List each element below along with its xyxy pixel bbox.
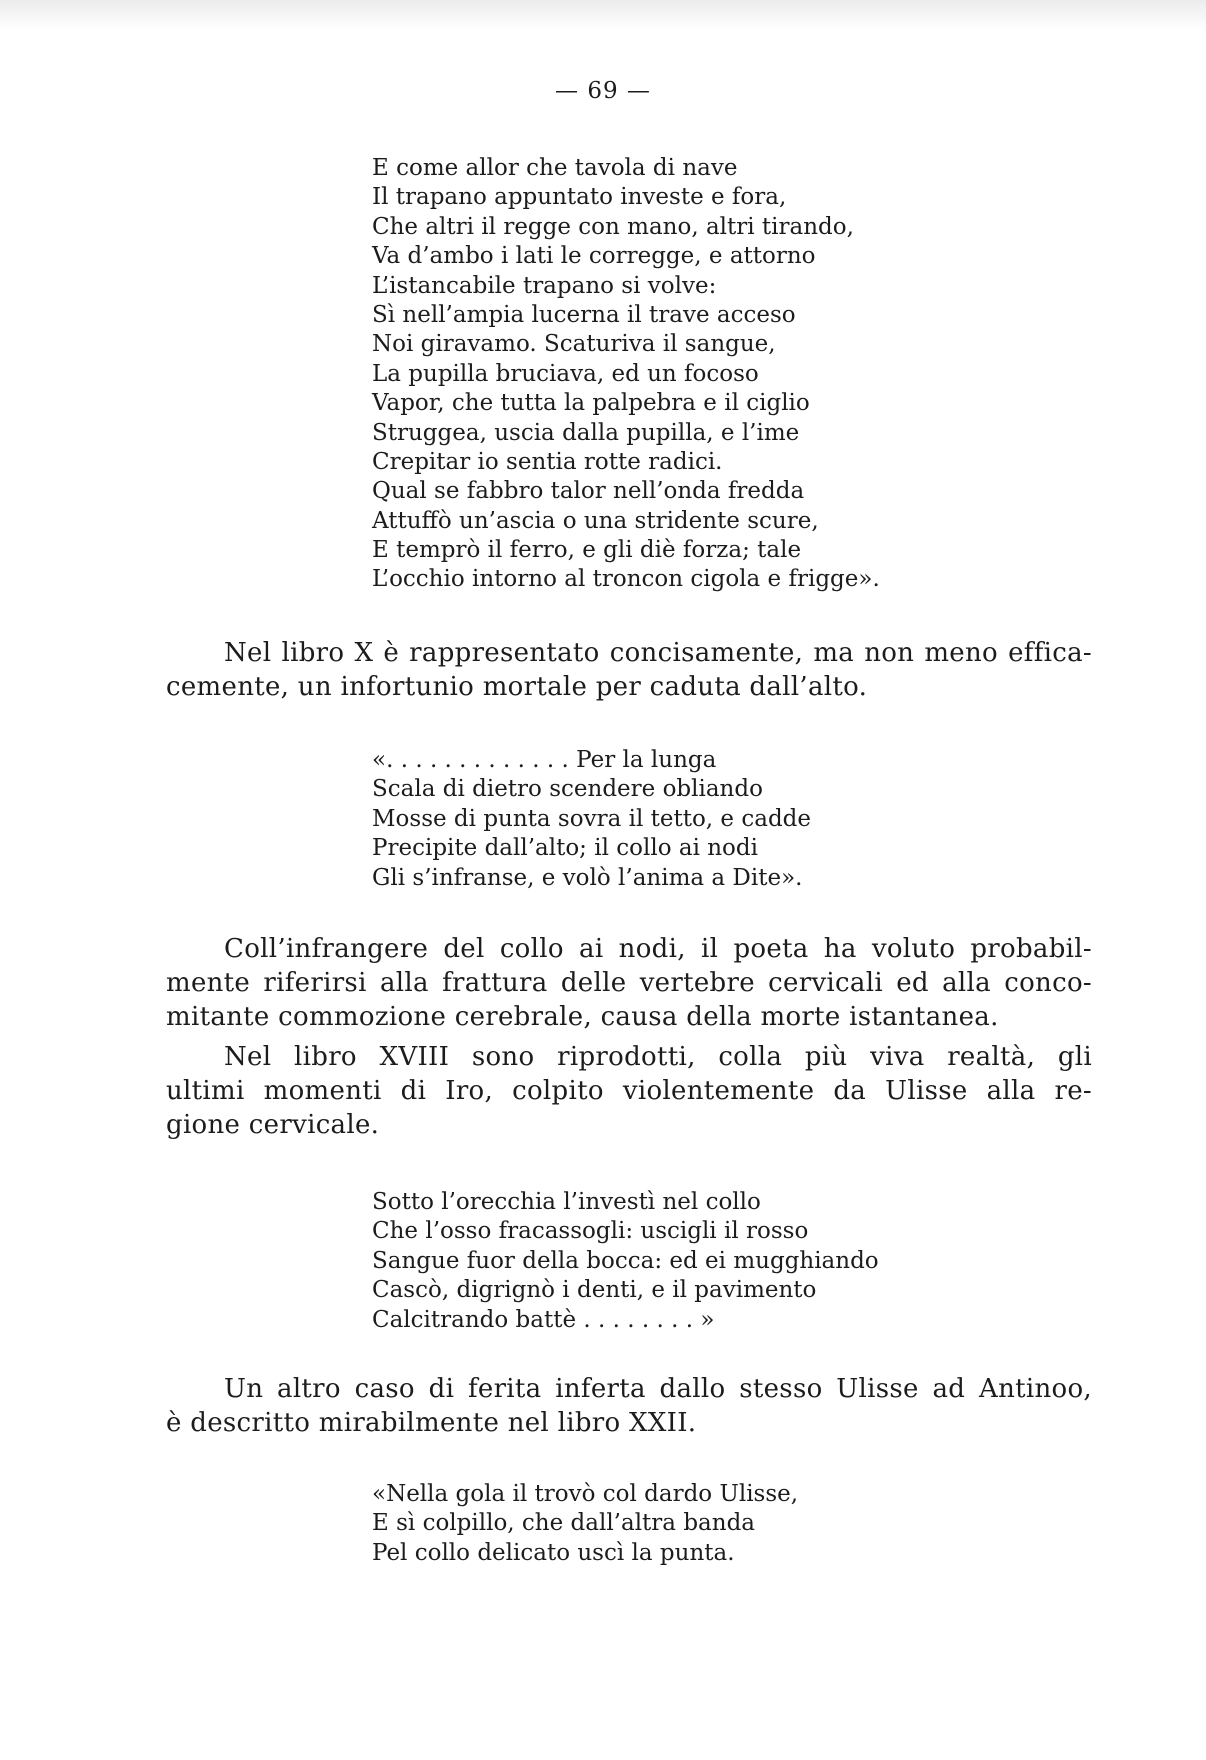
paragraph-4 (166, 1372, 1092, 1440)
verse-line: E come allor che tavola di nave (372, 155, 738, 181)
verse-line: Crepitar io sentia rotte radici. (372, 448, 723, 475)
paragraph-line: è descritto mirabilmente nel libro XXII. (166, 1408, 697, 1438)
verse-line: Il trapano appuntato investe e fora, (372, 184, 787, 211)
verse-line: «. . . . . . . . . . . . . Per la lunga (372, 747, 717, 773)
verse-line: Sotto l’orecchia l’investì nel collo (372, 1189, 761, 1215)
verse-line: Che l’osso fracassogli: uscigli il rosso (372, 1218, 809, 1245)
verse-line: Struggea, uscia dalla pupilla, e l’ime (372, 419, 800, 446)
paragraph-line: cemente, un infortunio mortale per caduta dall’alto. (166, 672, 868, 702)
paragraph-line: Nel libro X è rappresentato concisamente, ma non meno effica- (224, 638, 1092, 668)
verse-block-3 (372, 1188, 879, 1335)
verse-block-2 (372, 746, 811, 893)
verse-line: E temprò il ferro, e gli diè forza; tale (372, 537, 802, 564)
verse-line: Noi giravamo. Scaturiva il sangue, (372, 331, 776, 358)
paragraph-line: mitante commozione cerebrale, causa della morte istantanea. (166, 1002, 999, 1032)
paragraph-line: Coll’infrangere del collo ai nodi, il poeta ha voluto probabil- (224, 934, 1092, 964)
verse-line: Calcitrando battè . . . . . . . . » (372, 1306, 715, 1333)
verse-block-4 (372, 1480, 798, 1568)
page-number: — 69 — (555, 78, 651, 104)
verse-line: L’occhio intorno al troncon cigola e frigge». (372, 566, 880, 593)
paragraph-3 (166, 1040, 1092, 1142)
paragraph-2 (166, 932, 1092, 1034)
paragraph-1 (166, 636, 1092, 704)
scan-top-edge (0, 0, 1206, 30)
paragraph-line: mente riferirsi alla frattura delle vertebre cervicali ed alla conco- (166, 968, 1092, 998)
verse-line: Sì nell’ampia lucerna il trave acceso (372, 301, 796, 328)
verse-line: Va d’ambo i lati le corregge, e attorno (372, 243, 816, 270)
verse-line: Pel collo delicato uscì la punta. (372, 1539, 735, 1566)
verse-line: Sangue fuor della bocca: ed ei mugghiando (372, 1247, 879, 1274)
verse-line: Gli s’infranse, e volò l’anima a Dite». (372, 864, 803, 891)
verse-line: Vapor, che tutta la palpebra e il ciglio (372, 390, 810, 417)
verse-line: La pupilla bruciava, ed un focoso (372, 360, 759, 387)
verse-line: E sì colpillo, che dall’altra banda (372, 1510, 756, 1537)
paragraph-line: Nel libro XVIII sono riprodotti, colla più viva realtà, gli (224, 1042, 1092, 1072)
paragraph-line: ultimi momenti di Iro, colpito violentemente da Ulisse alla re- (166, 1076, 1092, 1106)
verse-line: Mosse di punta sovra il tetto, e cadde (372, 805, 811, 832)
verse-line: Cascò, digrignò i denti, e il pavimento (372, 1277, 817, 1304)
paragraph-line: gione cervicale. (166, 1110, 380, 1140)
paragraph-line: Un altro caso di ferita inferta dallo stesso Ulisse ad Antinoo, (224, 1374, 1092, 1404)
verse-line: Scala di dietro scendere obliando (372, 776, 763, 803)
verse-line: Attuffò un’ascia o una stridente scure, (372, 507, 819, 534)
verse-block-1 (372, 154, 880, 595)
verse-line: Che altri il regge con mano, altri tirando, (372, 213, 854, 240)
verse-line: Qual se fabbro talor nell’onda fredda (372, 478, 805, 505)
verse-line: Precipite dall’alto; il collo ai nodi (372, 835, 758, 862)
verse-line: L’istancabile trapano si volve: (372, 272, 717, 299)
verse-line: «Nella gola il trovò col dardo Ulisse, (372, 1481, 799, 1507)
